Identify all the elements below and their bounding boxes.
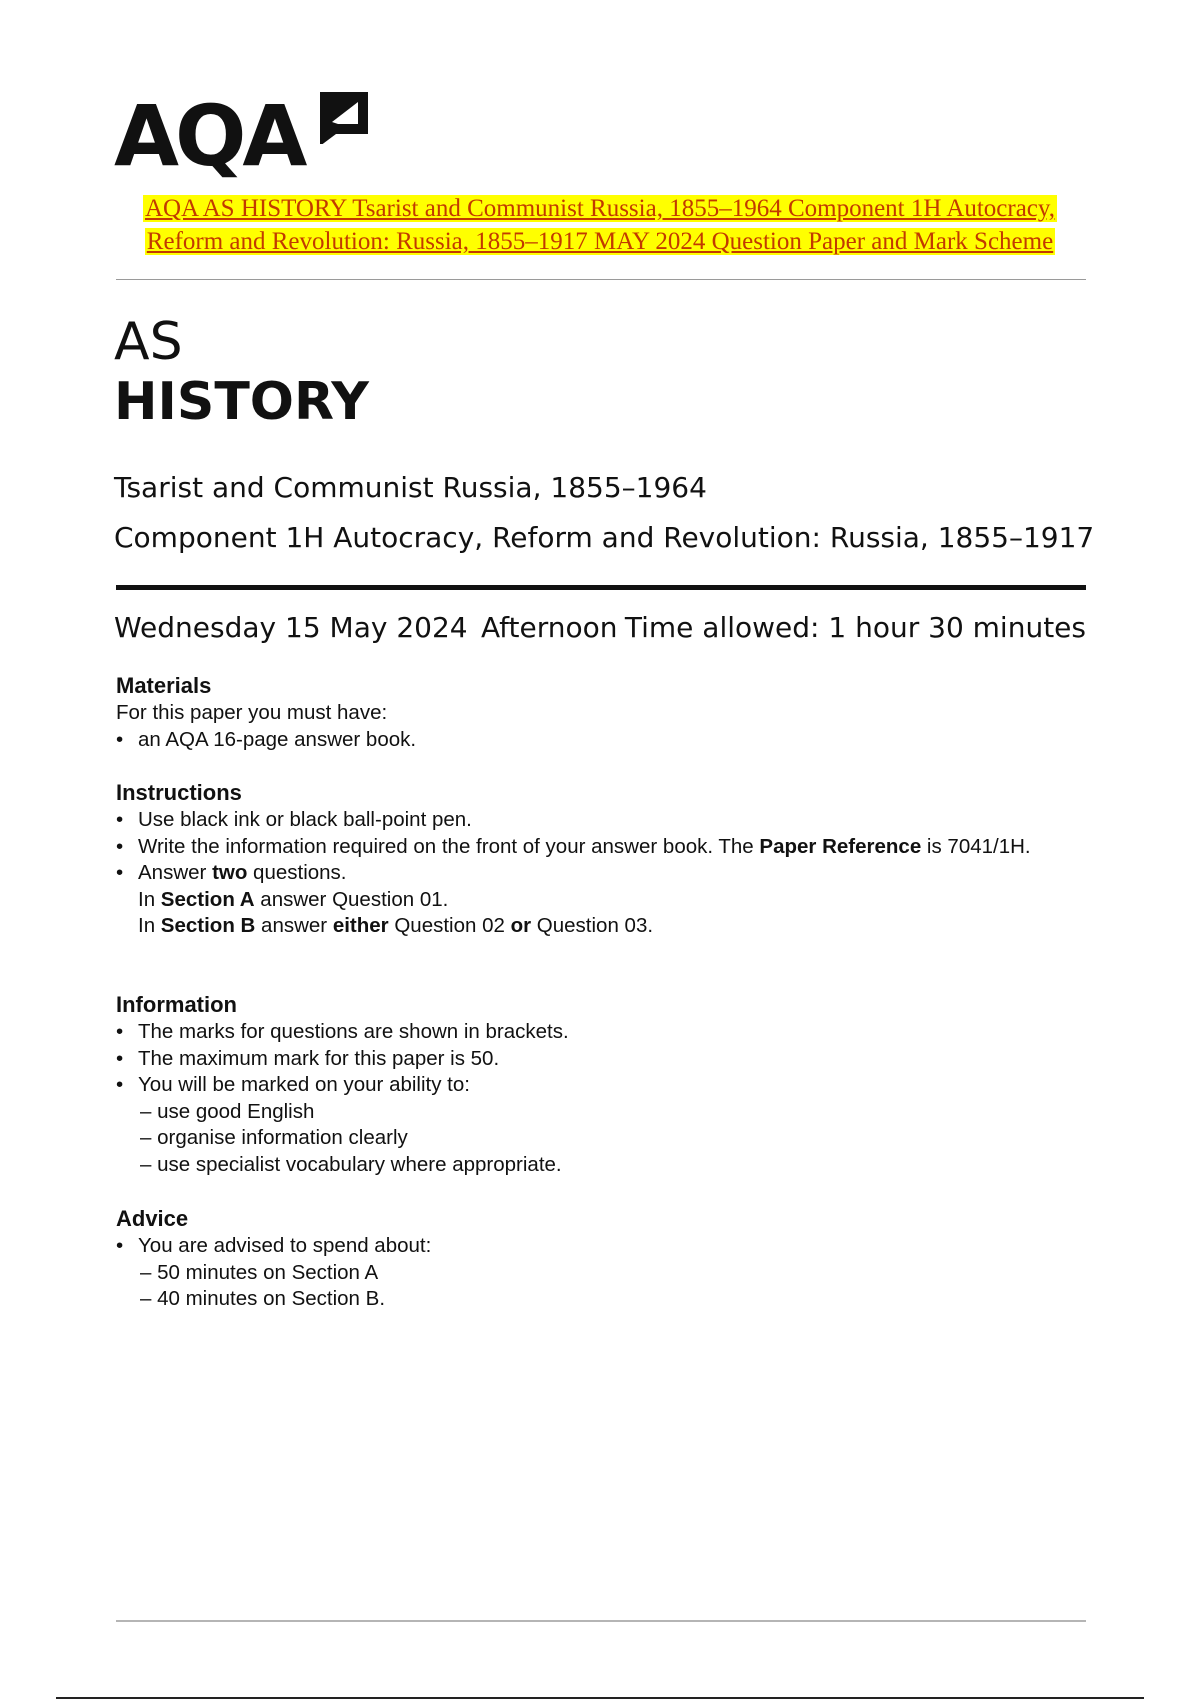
materials-intro: For this paper you must have: [116, 701, 388, 724]
instruction-text: Answer [138, 861, 213, 884]
information-subitem: – use good English [140, 1099, 315, 1123]
materials-list [116, 727, 1076, 754]
instruction-item: • Use black ink or black ball-point pen. [116, 807, 1076, 834]
materials-item: • an AQA 16-page answer book. [116, 727, 1076, 754]
advice-item [116, 1233, 1076, 1313]
instruction-text: In [138, 887, 161, 911]
qualification-level: AS [114, 312, 183, 372]
advice-section [116, 1205, 1076, 1313]
instruction-item [116, 834, 1076, 861]
information-item: • The maximum mark for this paper is 50. [116, 1046, 1076, 1073]
title-divider [116, 585, 1086, 590]
time-allowed: Time allowed: 1 hour 30 minutes [624, 611, 1086, 644]
aqa-logo-wordmark: AQA [114, 87, 304, 185]
instruction-bold-text: or [510, 914, 532, 937]
instruction-item [116, 860, 1076, 940]
advice-text: You are advised to spend about: [138, 1234, 432, 1257]
instructions-heading: Instructions [116, 780, 242, 805]
advice-heading: Advice [116, 1206, 189, 1231]
section-a-instruction [138, 887, 1076, 914]
bottom-divider [116, 1620, 1086, 1622]
instruction-text: questions. [247, 861, 347, 884]
information-subitem: – use specialist vocabulary where appropriate. [140, 1152, 562, 1176]
exam-session: Afternoon [481, 611, 618, 644]
paper-title: Tsarist and Communist Russia, 1855–1964 [114, 471, 707, 504]
instruction-text: answer Question 01. [254, 887, 449, 911]
instruction-text: Question 02 [388, 914, 511, 937]
advice-subitem: – 40 minutes on Section B. [140, 1287, 386, 1310]
advice-list [116, 1233, 1076, 1313]
exam-details [114, 608, 1086, 648]
instruction-text: is 7041/1H. [921, 834, 1031, 858]
information-list [116, 1019, 1076, 1178]
footer-divider [56, 1697, 1144, 1699]
document-title-line-2[interactable]: Reform and Revolution: Russia, 1855–1917 MAY 2024 Question Paper and Mark Scheme [146, 228, 1054, 255]
advice-subitem: – 50 minutes on Section A [140, 1260, 379, 1284]
instruction-text: Question 03. [531, 914, 654, 937]
component-title: Component 1H Autocracy, Reform and Revolution: Russia, 1855–1917 [114, 521, 1095, 554]
instruction-bold-text: Paper Reference [759, 834, 922, 858]
instruction-text: In [138, 914, 161, 937]
instruction-bold-text: Section B [160, 914, 256, 937]
header-divider [116, 279, 1086, 280]
instruction-text: answer [255, 914, 333, 937]
information-heading: Information [116, 992, 237, 1017]
information-subitem: – organise information clearly [140, 1126, 408, 1149]
instruction-bold-text: either [332, 914, 389, 937]
instruction-bold-text: Section A [160, 887, 255, 911]
section-b-instruction [138, 913, 1076, 940]
information-item [116, 1072, 1076, 1178]
information-text: You will be marked on your ability to: [138, 1073, 470, 1096]
instructions-section [116, 779, 1076, 940]
exam-date: Wednesday 15 May 2024 [114, 611, 468, 644]
information-section [116, 991, 1076, 1178]
instructions-list [116, 807, 1076, 940]
aqa-logo-flag-icon [314, 88, 370, 144]
subject-name: HISTORY [114, 372, 369, 432]
information-item: • The marks for questions are shown in brackets. [116, 1019, 1076, 1046]
aqa-logo [114, 84, 384, 184]
instruction-bold-text: two [212, 861, 248, 884]
instruction-text: Write the information required on the front of your answer book. The [138, 834, 760, 858]
materials-section [116, 672, 1076, 753]
document-title-link[interactable] [70, 192, 1130, 258]
materials-heading: Materials [116, 673, 212, 698]
document-title-line-1[interactable]: AQA AS HISTORY Tsarist and Communist Russia, 1855–1964 Component 1H Autocracy, [144, 195, 1056, 222]
